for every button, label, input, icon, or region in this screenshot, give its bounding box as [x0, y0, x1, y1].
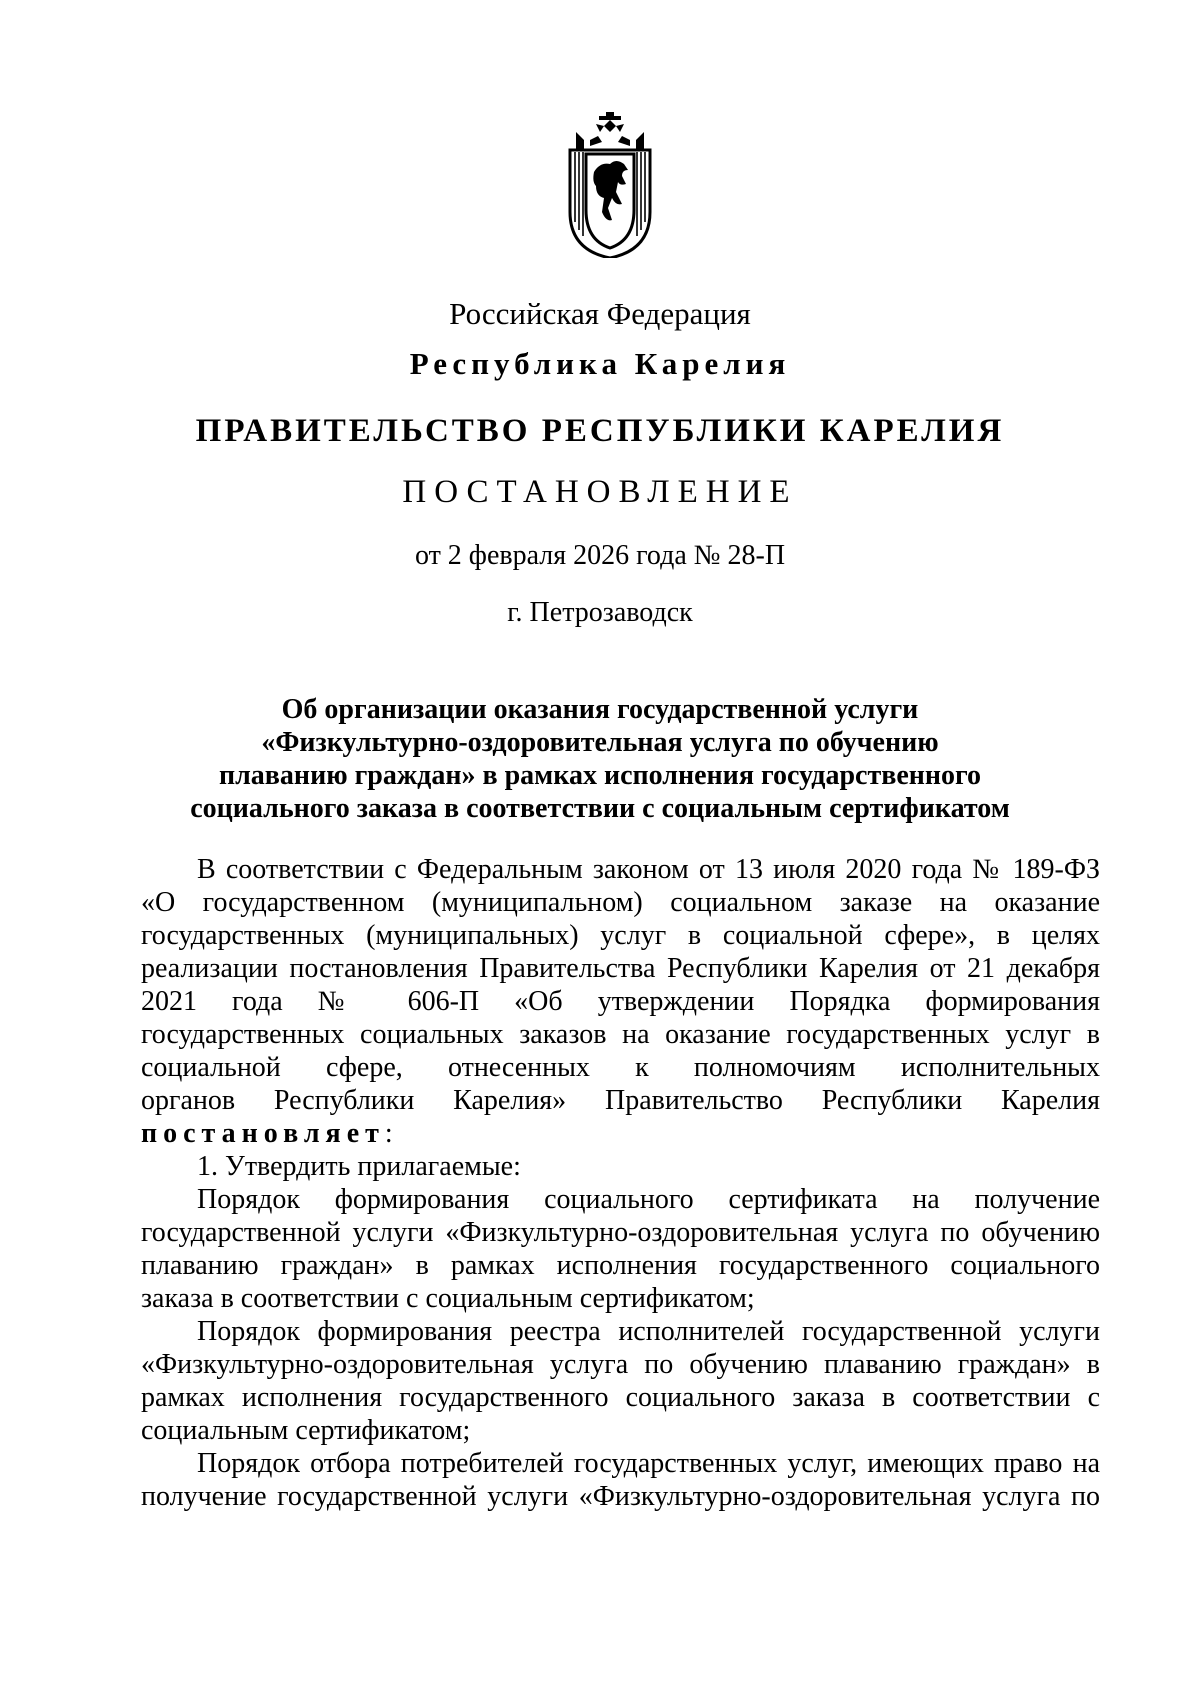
title-line: социального заказа в соответствии с социальным сертификатом	[190, 793, 1010, 824]
body-line: Порядок формирования реестра исполнителей государственной услуги	[197, 1316, 1100, 1347]
document-date-number: от 2 февраля 2026 года № 28-П	[414, 540, 786, 571]
body-line: В соответствии с Федеральным законом от 13 июля 2020 года № 189-ФЗ	[197, 854, 1100, 885]
title-line: «Физкультурно-оздоровительная услуга по обучению	[261, 727, 939, 758]
decides-colon: :	[384, 1118, 393, 1149]
document-city: г. Петрозаводск	[507, 597, 693, 628]
preamble-paragraph	[141, 853, 1100, 1150]
republic-name: Республика Карелия	[409, 346, 791, 381]
item-1: 1. Утвердить прилагаемые:	[197, 1151, 521, 1182]
body-line: Порядок формирования социального сертификата на получение	[197, 1184, 1100, 1215]
body-line: органов Республики Карелия» Правительство Республики Карелия	[141, 1085, 1100, 1116]
body-line: государственных социальных заказов на оказание государственных услуг в	[141, 1019, 1100, 1050]
body-line: Порядок отбора потребителей государственных услуг, имеющих право на	[197, 1448, 1100, 1479]
body-line: социальной сфере, отнесенных к полномочиям исполнительных	[141, 1052, 1100, 1083]
body-line: «О государственном (муниципальном) социальном заказе на оказание	[141, 887, 1100, 918]
body-line: получение государственной услуги «Физкультурно-оздоровительная услуга по	[141, 1481, 1100, 1512]
title-line: плаванию граждан» в рамках исполнения государственного	[218, 760, 982, 791]
body-line: 2021 года № 606-П «Об утверждении Порядка формирования	[141, 986, 1100, 1017]
order-3-paragraph	[141, 1447, 1100, 1513]
body-line: заказа в соответствии с социальным сертификатом;	[141, 1283, 755, 1314]
body-line: социальным сертификатом;	[141, 1415, 471, 1446]
star-icon	[596, 112, 624, 132]
body-line: плаванию граждан» в рамках исполнения государственного социального	[141, 1250, 1100, 1281]
decides-line	[141, 1117, 1100, 1150]
body-line: «Физкультурно-оздоровительная услуга по обучению плаванию граждан» в	[141, 1349, 1100, 1380]
body-line: государственных (муниципальных) услуг в социальной сфере», в целях	[141, 920, 1100, 951]
order-1-paragraph	[141, 1183, 1100, 1315]
body-line: рамках исполнения государственного социального заказа в соответствии с	[141, 1382, 1100, 1413]
body-line: государственной услуги «Физкультурно-оздоровительная услуга по обучению	[141, 1217, 1100, 1248]
government-name: ПРАВИТЕЛЬСТВО РЕСПУБЛИКИ КАРЕЛИЯ	[195, 413, 1005, 449]
document-type: ПОСТАНОВЛЕНИЕ	[402, 474, 798, 510]
body-line: реализации постановления Правительства Республики Карелия от 21 декабря	[141, 953, 1100, 984]
coat-of-arms-emblem	[566, 112, 654, 258]
decides-word: постановляет	[141, 1118, 385, 1149]
title-line: Об организации оказания государственной услуги	[281, 694, 919, 725]
document-title	[140, 693, 1060, 825]
country-name: Российская Федерация	[449, 296, 751, 331]
document-body	[141, 853, 1100, 1513]
order-2-paragraph	[141, 1315, 1100, 1447]
